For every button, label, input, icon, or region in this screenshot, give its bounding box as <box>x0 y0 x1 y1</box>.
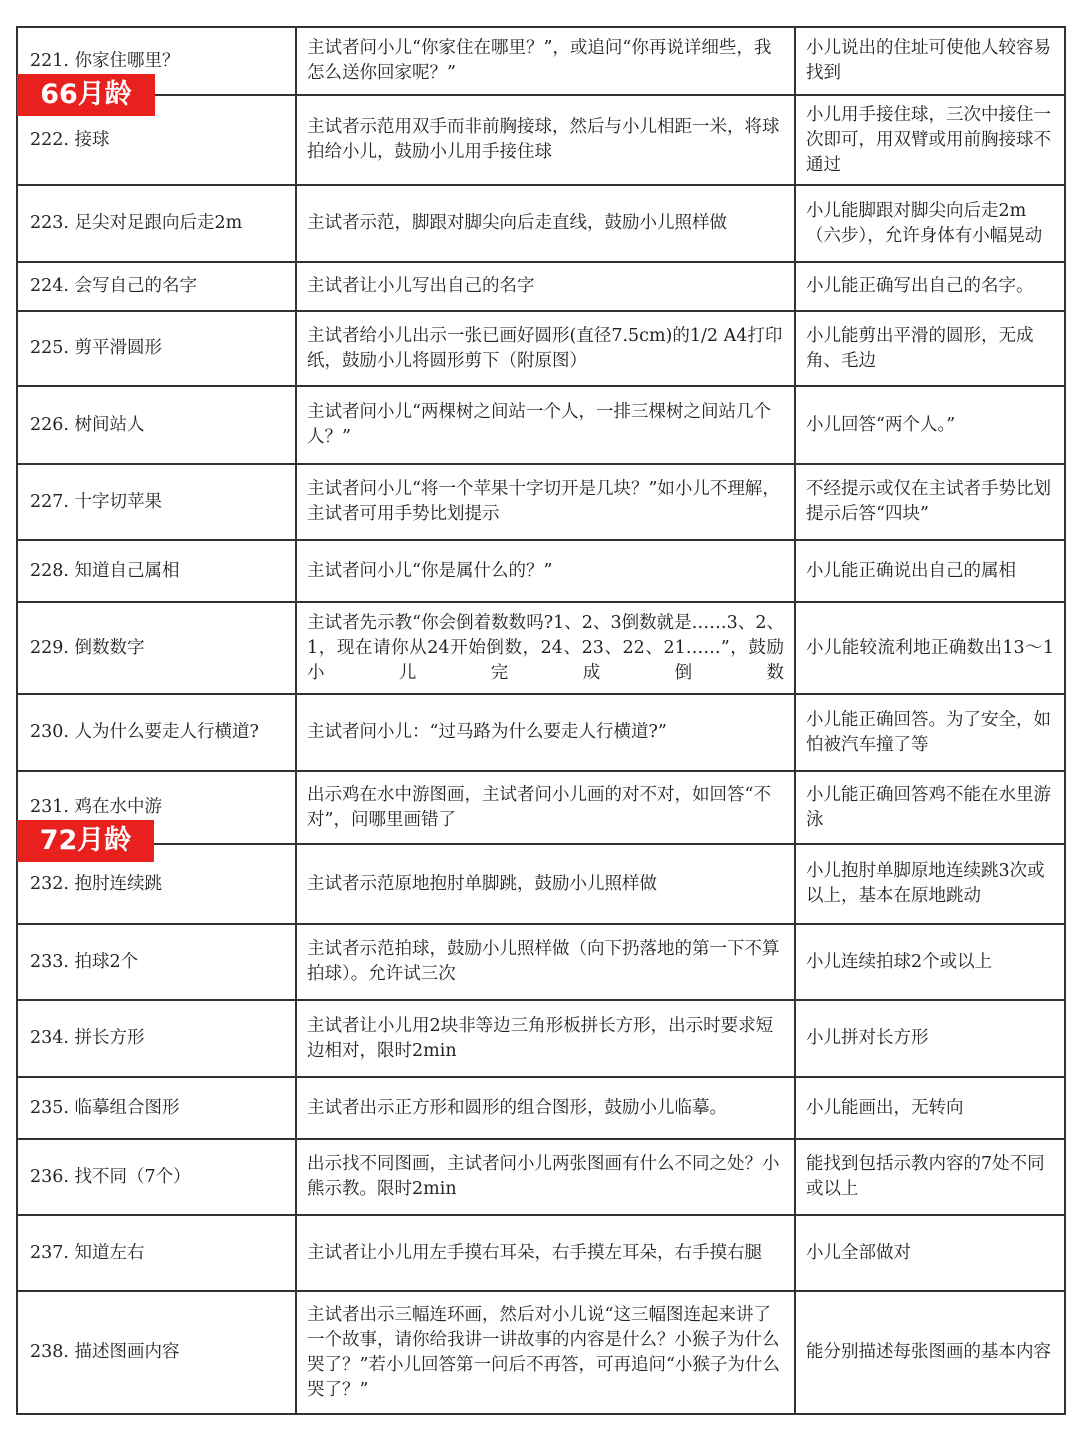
pass-criterion: 小儿拼对长方形 <box>795 1000 1065 1077</box>
table-row <box>17 386 1065 464</box>
item-name: 237. 知道左右 <box>17 1215 296 1291</box>
item-name: 231. 鸡在水中游 <box>17 771 296 844</box>
item-name: 222. 接球 <box>17 95 296 185</box>
item-name: 226. 树间站人 <box>17 386 296 464</box>
item-name: 221. 你家住哪里？ <box>17 27 296 95</box>
table-row <box>17 464 1065 540</box>
assessment-table <box>16 26 1066 1415</box>
table-row <box>17 540 1065 602</box>
pass-criterion: 小儿说出的住址可使他人较容易找到 <box>795 27 1065 95</box>
item-name: 236. 找不同（7个） <box>17 1139 296 1215</box>
pass-criterion: 小儿能剪出平滑的圆形，无成角、毛边 <box>795 311 1065 386</box>
test-method: 主试者问小儿“将一个苹果十字切开是几块？”如小儿不理解，主试者可用手势比划提示 <box>296 464 795 540</box>
item-name: 238. 描述图画内容 <box>17 1291 296 1414</box>
item-name: 227. 十字切苹果 <box>17 464 296 540</box>
pass-criterion: 小儿能正确写出自己的名字。 <box>795 262 1065 311</box>
test-method: 主试者出示正方形和圆形的组合图形，鼓励小儿临摹。 <box>296 1077 795 1139</box>
item-name: 233. 拍球2个 <box>17 924 296 1000</box>
pass-criterion: 小儿能正确回答鸡不能在水里游泳 <box>795 771 1065 844</box>
test-method: 主试者让小儿用左手摸右耳朵，右手摸左耳朵，右手摸右腿 <box>296 1215 795 1291</box>
pass-criterion: 小儿全部做对 <box>795 1215 1065 1291</box>
pass-criterion: 小儿连续拍球2个或以上 <box>795 924 1065 1000</box>
table-row <box>17 311 1065 386</box>
table-row <box>17 844 1065 924</box>
test-method: 主试者让小儿写出自己的名字 <box>296 262 795 311</box>
test-method: 主试者让小儿用2块非等边三角形板拼长方形，出示时要求短边相对，限时2min <box>296 1000 795 1077</box>
item-name: 224. 会写自己的名字 <box>17 262 296 311</box>
item-name: 225. 剪平滑圆形 <box>17 311 296 386</box>
test-method: 主试者问小儿“你家住在哪里？”，或追问“你再说详细些，我怎么送你回家呢？” <box>296 27 795 95</box>
table-row <box>17 602 1065 694</box>
table-row <box>17 771 1065 844</box>
test-method: 主试者给小儿出示一张已画好圆形(直径7.5cm)的1/2 A4打印纸，鼓励小儿将圆形剪下（附原图） <box>296 311 795 386</box>
test-method: 主试者示范原地抱肘单脚跳，鼓励小儿照样做 <box>296 844 795 924</box>
test-method: 主试者问小儿“两棵树之间站一个人，一排三棵树之间站几个人？” <box>296 386 795 464</box>
table-row <box>17 694 1065 771</box>
test-method: 主试者示范，脚跟对脚尖向后走直线，鼓励小儿照样做 <box>296 185 795 262</box>
age-badge-66: 66月龄 <box>17 74 155 116</box>
table-row <box>17 1215 1065 1291</box>
test-method: 主试者示范用双手而非前胸接球，然后与小儿相距一米，将球拍给小儿，鼓励小儿用手接住球 <box>296 95 795 185</box>
test-method: 主试者先示教“你会倒着数数吗?1、2、3倒数就是……3、2、1，现在请你从24开始倒数，24、23、22、21……”，鼓励小儿完成倒数 <box>296 602 795 694</box>
test-method: 出示找不同图画，主试者问小儿两张图画有什么不同之处？小熊示教。限时2min <box>296 1139 795 1215</box>
pass-criterion: 小儿抱肘单脚原地连续跳3次或以上，基本在原地跳动 <box>795 844 1065 924</box>
pass-criterion: 小儿能正确回答。为了安全，如怕被汽车撞了等 <box>795 694 1065 771</box>
age-badge-72: 72月龄 <box>17 820 154 862</box>
pass-criterion: 小儿能正确说出自己的属相 <box>795 540 1065 602</box>
test-method: 主试者示范拍球，鼓励小儿照样做（向下扔落地的第一下不算拍球）。允许试三次 <box>296 924 795 1000</box>
item-name: 234. 拼长方形 <box>17 1000 296 1077</box>
table-row <box>17 1291 1065 1414</box>
table-row <box>17 27 1065 95</box>
table-row <box>17 1077 1065 1139</box>
item-name: 235. 临摹组合图形 <box>17 1077 296 1139</box>
table-row <box>17 262 1065 311</box>
test-method: 主试者问小儿“你是属什么的？” <box>296 540 795 602</box>
test-method: 主试者出示三幅连环画，然后对小儿说“这三幅图连起来讲了一个故事，请你给我讲一讲故事的内容是什么？小猴子为什么哭了？”若小儿回答第一问后不再答，可再追问“小猴子为什么哭了？” <box>296 1291 795 1414</box>
item-name: 230. 人为什么要走人行横道? <box>17 694 296 771</box>
table-row <box>17 1000 1065 1077</box>
test-method: 出示鸡在水中游图画，主试者问小儿画的对不对，如回答“不对”，问哪里画错了 <box>296 771 795 844</box>
pass-criterion: 能分别描述每张图画的基本内容 <box>795 1291 1065 1414</box>
item-name: 223. 足尖对足跟向后走2m <box>17 185 296 262</box>
table-row <box>17 924 1065 1000</box>
test-method: 主试者问小儿：“过马路为什么要走人行横道?” <box>296 694 795 771</box>
pass-criterion: 小儿能较流利地正确数出13～1 <box>795 602 1065 694</box>
table-row <box>17 185 1065 262</box>
pass-criterion: 小儿能画出，无转向 <box>795 1077 1065 1139</box>
table-row <box>17 1139 1065 1215</box>
item-name: 229. 倒数数字 <box>17 602 296 694</box>
item-name: 232. 抱肘连续跳 <box>17 844 296 924</box>
table-row <box>17 95 1065 185</box>
item-name: 228. 知道自己属相 <box>17 540 296 602</box>
pass-criterion: 小儿能脚跟对脚尖向后走2m（六步），允许身体有小幅晃动 <box>795 185 1065 262</box>
pass-criterion: 能找到包括示教内容的7处不同或以上 <box>795 1139 1065 1215</box>
pass-criterion: 小儿用手接住球，三次中接住一次即可，用双臂或用前胸接球不通过 <box>795 95 1065 185</box>
pass-criterion: 小儿回答“两个人。” <box>795 386 1065 464</box>
pass-criterion: 不经提示或仅在主试者手势比划提示后答“四块” <box>795 464 1065 540</box>
